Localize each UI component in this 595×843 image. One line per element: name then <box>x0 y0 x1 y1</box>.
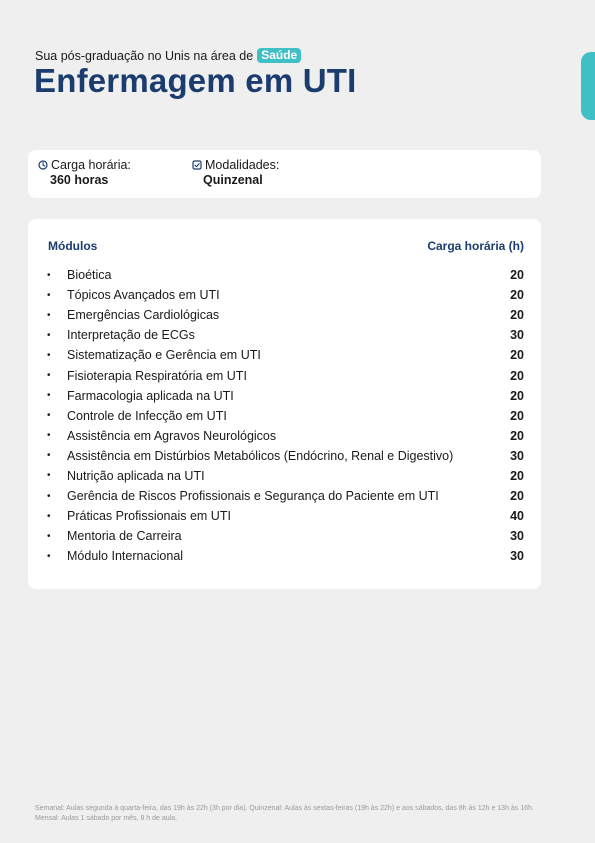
module-name: Assistência em Distúrbios Metabólicos (Endócrino, Renal e Digestivo) <box>67 448 454 463</box>
module-hours: 20 <box>510 468 524 483</box>
bullet: • <box>47 309 51 321</box>
module-name: Bioética <box>67 268 112 283</box>
bullet: • <box>47 430 51 442</box>
list-item <box>46 386 524 406</box>
module-name: Tópicos Avançados em UTI <box>67 288 220 303</box>
module-hours: 20 <box>510 408 524 423</box>
list-item <box>46 345 524 365</box>
module-name: Práticas Profissionais em UTI <box>67 509 231 524</box>
header-subtitle <box>35 48 301 63</box>
info-card <box>28 150 541 198</box>
column-header-modules: Módulos <box>48 239 98 253</box>
module-hours: 20 <box>510 348 524 363</box>
list-item <box>46 486 524 506</box>
bullet: • <box>47 490 51 502</box>
subtitle-text: Sua pós-graduação no Unis na área de <box>35 48 254 63</box>
module-name: Farmacologia aplicada na UTI <box>67 388 234 403</box>
clock-icon <box>38 160 48 170</box>
bullet: • <box>47 450 51 462</box>
module-hours: 20 <box>510 368 524 383</box>
workload-value: 360 horas <box>50 173 109 187</box>
side-tab-accent <box>581 52 595 120</box>
list-item <box>46 325 524 345</box>
module-hours: 30 <box>510 448 524 463</box>
bullet: • <box>47 269 51 281</box>
list-item <box>46 426 524 446</box>
module-hours: 20 <box>510 428 524 443</box>
module-name: Fisioterapia Respiratória em UTI <box>67 368 247 383</box>
area-badge: Saúde <box>257 48 301 63</box>
bullet: • <box>47 349 51 361</box>
module-name: Interpretação de ECGs <box>67 328 195 343</box>
module-hours: 30 <box>510 529 524 544</box>
bullet: • <box>47 510 51 522</box>
list-item <box>46 365 524 385</box>
modules-header <box>48 239 524 253</box>
list-item <box>46 285 524 305</box>
workload-info <box>38 158 131 187</box>
bullet: • <box>47 470 51 482</box>
workload-label: Carga horária: <box>51 158 131 172</box>
list-item <box>46 506 524 526</box>
checkbox-icon <box>192 160 202 170</box>
module-hours: 40 <box>510 509 524 524</box>
module-name: Sistematização e Gerência em UTI <box>67 348 261 363</box>
module-name: Mentoria de Carreira <box>67 529 182 544</box>
list-item <box>46 406 524 426</box>
module-name: Emergências Cardiológicas <box>67 308 220 323</box>
page-title: Enfermagem em UTI <box>34 62 357 99</box>
list-item <box>46 305 524 325</box>
module-name: Gerência de Riscos Profissionais e Segurança do Paciente em UTI <box>67 489 439 504</box>
module-hours: 20 <box>510 308 524 323</box>
modality-info <box>192 158 279 187</box>
footnote-line-2: Mensal: Aulas 1 sábado por mês, 8 h de aula. <box>35 814 178 822</box>
module-hours: 30 <box>510 328 524 343</box>
module-name: Módulo Internacional <box>67 549 184 564</box>
modality-label: Modalidades: <box>205 158 280 172</box>
modules-card <box>28 219 541 589</box>
module-name: Assistência em Agravos Neurológicos <box>67 428 277 443</box>
bullet: • <box>47 530 51 542</box>
module-name: Controle de Infecção em UTI <box>67 408 227 423</box>
bullet: • <box>47 550 51 562</box>
bullet: • <box>47 390 51 402</box>
column-header-hours: Carga horária (h) <box>427 239 524 253</box>
bullet: • <box>47 289 51 301</box>
module-hours: 20 <box>510 288 524 303</box>
modality-value: Quinzenal <box>203 173 263 187</box>
modules-list <box>46 265 524 566</box>
module-hours: 30 <box>510 549 524 564</box>
list-item <box>46 526 524 546</box>
list-item <box>46 265 524 285</box>
bullet: • <box>47 370 51 382</box>
footnote <box>35 804 555 823</box>
footnote-line-1: Semanal: Aulas segunda à quarta-feira, das 19h às 22h (3h por dia). Quinzenal: Aulas às sextas-feiras (19h às 22h) e aos sábados, das 8h às 12h e 13h às 16h. <box>35 805 534 812</box>
module-hours: 20 <box>510 489 524 504</box>
module-hours: 20 <box>510 268 524 283</box>
module-name: Nutrição aplicada na UTI <box>67 468 205 483</box>
bullet: • <box>47 329 51 341</box>
module-hours: 20 <box>510 388 524 403</box>
list-item <box>46 466 524 486</box>
list-item <box>46 446 524 466</box>
bullet: • <box>47 410 51 422</box>
list-item <box>46 546 524 566</box>
